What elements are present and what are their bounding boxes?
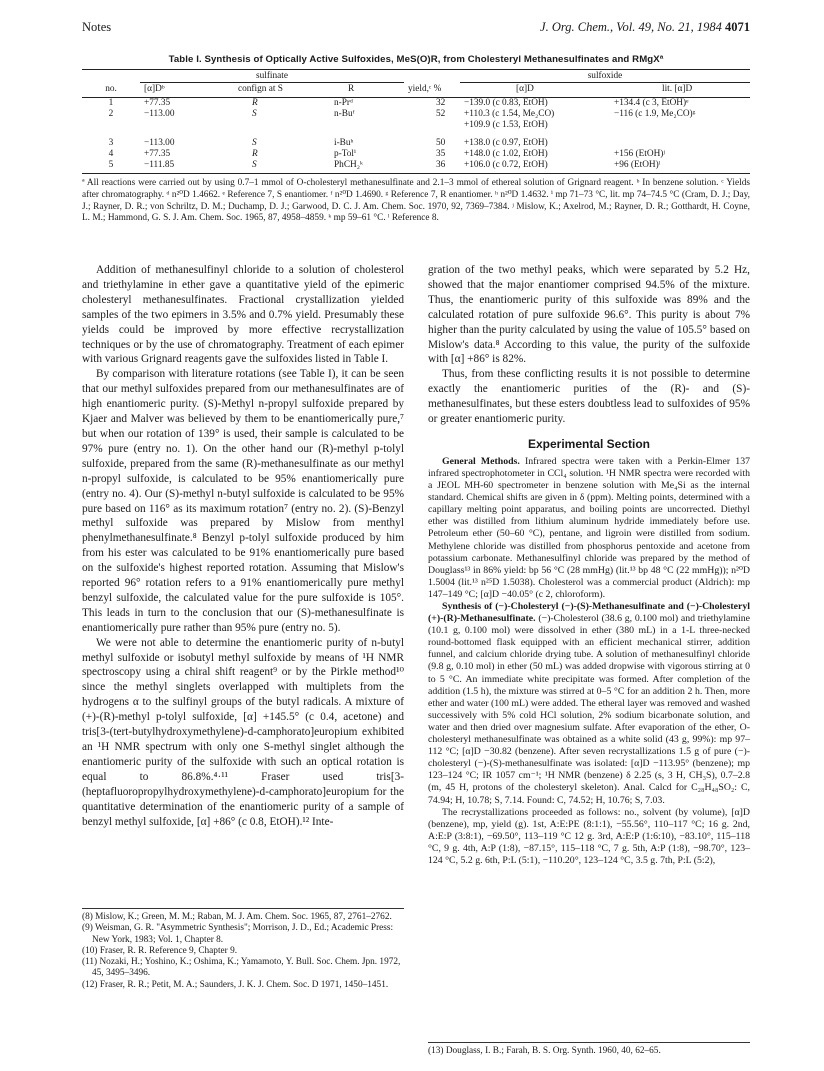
table-cell: 1 — [108, 98, 114, 108]
col-header: lit. [α]D — [610, 83, 750, 98]
table-cell: +138.0 (c 0.97, EtOH) — [464, 138, 548, 148]
body-paragraph: Addition of methanesulfinyl chloride to a solution of cholesterol and triethylamine in ether gave a quantitative yield of the epimeric cholesteryl methanesulfinates. Fractional crystallization yielded samples of the two epimers in 3.5% and 0.7% yield. Presumably these yields could be improved by more effective recrystallization techniques or by the use of chromatography. Treatment of each epimer with various Grignard reagents gave the sulfoxides listed in Table I. — [82, 264, 404, 366]
table-cell: +134.4 (c 3, EtOH)ᵉ — [614, 98, 689, 108]
experimental-heading: Experimental Section — [527, 436, 651, 451]
col-header: R — [314, 83, 404, 98]
reference-item: (11) Nozaki, H.; Yoshino, K.; Oshima, K.; Yamamoto, Y. Bull. Soc. Chem. Jpn. 1972, 45, 3495–3496. — [82, 957, 401, 979]
table-footnote: ª All reactions were carried out by using 0.7–1 mmol of O-cholesteryl methanesulfinate and 2.1–3 mmol of ethereal solution of Grignard reagent. ᵇ In benzene solution. ᶜ Yields after chromatography. ᵈ n²⁰D 1.4662. ᵉ Reference 7, S enantiomer. ᶠ n²⁰D 1.4690. ᵍ Reference 7, R enantiomer. ʰ n²⁰D 1.4632. ⁱ mp 71–73 °C, lit. mp 74–74.5 °C (Cram, D. J.; Day, J.; Rayner, D. R.; von Schriltz, D. M.; Duchamp, D. J.; Garwood, D. C. J. Am. Chem. Soc. 1970, 92, 7369–7384. ʲ Mislow, K.; Axelrod, M.; Rayner, D. R.; Gotthardt, H. Coyne, L. M.; Hammond, G. S. J. Am. Chem. Soc. 1965, 87, 4958–4859. ᵏ mp 59–61 °C. ˡ Reference 8. — [82, 178, 750, 224]
table-cell: 50 — [436, 138, 446, 148]
table-cell: +109.9 (c 1.53, EtOH) — [464, 120, 548, 130]
table-cell: 5 — [82, 160, 140, 174]
col-header: [α]Dᵇ — [140, 83, 218, 98]
table-cell: 32 — [436, 98, 446, 108]
table-cell: 52 — [436, 109, 446, 119]
table-cell: −111.85 — [140, 160, 218, 174]
table-cell: 35 — [436, 149, 446, 159]
footnote-rule — [82, 908, 404, 909]
table-cell: +77.35 — [144, 98, 171, 108]
page-number: 4071 — [725, 20, 750, 34]
table-row — [82, 109, 750, 120]
table-cell: 36 — [404, 160, 460, 174]
left-column — [82, 263, 404, 829]
body-paragraph: By comparison with literature rotations (see Table I), it can be seen that our methyl sulfoxides prepared from our methanesulfinates are of high enantiomeric purity. (S)-Methyl n-propyl sulfoxide prepared by Kjaer and Malver was believed by them to be enantiomerically pure,⁷ but when our rotation of 139° is used, their sample is calculated to be 97% pure (entry no. 1). On the other hand our (R)-methyl p-tolyl sulfoxide, prepared from the same (R)-methanesulfinate as our methyl n-propyl sulfoxide, is calculated to be 95% enantiomerically pure (entry no. 4). Our (S)-methyl n-butyl sulfoxide is calculated to be 95% pure based on 116° as its maximum rotation⁷ (entry no. 2). (S)-Benzyl methyl sulfoxide was prepared by Mislow from menthyl phenylmethanesulfinate.⁸ Benzyl p-tolyl sulfoxide produced by him from his ester was calculated to be 91% enantiomerically pure based on the sulfoxide's highest reported rotation. Assuming that Mislow's reported 96° rotation refers to a 91% enantiomerically pure methyl benzyl sulfoxide, the calculated value for the pure sulfoxide is 105°. This leads in turn to the conclusion that our (S)-methanesulfinate is enantiomerically pure rather than 95% pure (entry no. 5). — [82, 368, 404, 634]
footnote-rule — [428, 1042, 750, 1043]
table-cell: p-Tolⁱ — [334, 149, 356, 159]
body-paragraph: gration of the two methyl peaks, which were separated by 5.2 Hz, showed that the major enantiomer comprised 94.5% of the mixture. Thus, the enantiomeric purity of this sulfoxide was 89% and the calculated rotation of pure sulfoxide 96.6°. This purity is about 7% higher than the purity calculated by using the value of 105.5° based on Mislow's data.⁸ According to this value, the purity of the sulfoxide with [α] +86° is 82%. — [428, 264, 750, 366]
table-cell — [218, 120, 314, 131]
right-column — [428, 263, 750, 867]
body-paragraph: Thus, from these conflicting results it is not possible to determine exactly the enantiomeric purities of the (R)- and (S)-methanesulfinates, but these esters doubtless lead to sulfoxides of 95% or greater enantiomeric purity. — [428, 368, 750, 426]
table-cell: +77.35 — [144, 149, 171, 159]
table-cell: +156 (EtOH)ʲ — [614, 149, 665, 159]
table-cell: S — [252, 138, 257, 148]
synthesis-text: (−)-Cholesterol (38.6 g, 0.100 mol) and triethylamine (10.1 g, 0.100 mol) were dissolved in ether (380 mL) in a 1-L three-necked round-bottomed flask equipped with an efficient mechanical stirrer, addition funnel, and calcium chloride drying tube. A solution of methanesulfinyl chloride (9.8 g, 0.10 mol) in ether (50 mL) was added dropwise with vigorous stirring at 0 to 5 °C. An immediate white precipitate was formed. After completion of the addition (1.5 h), the mixture was stirred at 0–5 °C for an addition 2 h. Then, more ether and water (100 mL) were added. The etheral layer was removed and washed successively with 5% cold HCl solution, 2% sodium bicarbonate solution, and water and then dried over magnesium sulfate. After evaporation of the ether, O-cholesteryl methanesulfinate was obtained as a white solid (43 g, 99%): mp 97–112 °C; [α]D −30.82 (benzene). After seven recrystallizations 1.5 g of pure (−)-cholesteryl (−)-(S)-methanesulfinate was isolated: [α]D −113.95° (benzene); mp 123–124 °C; IR 1057 cm⁻¹; ¹H NMR (benzene) δ 2.25 (s, 3 H, CH₃S), 0.7–2.8 (m, 45 H, protons of the cholesteryl skeleton). Anal. Calcd for C₂₈H₄₈SO₂: C, 74.94; H, 10.78; S, 7.14. Found: C, 74.52; H, 10.76; S, 7.03. — [428, 613, 750, 806]
body-paragraph: We were not able to determine the enantiomeric purity of n-butyl methyl sulfoxide or isobutyl methyl sulfoxide by means of ¹H NMR spectroscopy using a chiral shift reagent⁹ or by the Pirkle method¹⁰ since the methyl singlets overlapped with multiplets from the hydrogens α to the sulfinyl groups of the butyl radicals. A mixture of (+)-(R)-methyl p-tolyl sulfoxide, [α] +145.5° (c 0.4, acetone) and tris[3-(tert-butylhydroxymethylene)-d-camphorato]europium exhibited an ¹H NMR spectrum with only one S-methyl singlet although the enantiomeric purity of the sulfoxide with such an optical rotation is equal to 86.8%.⁴·¹¹ Fraser used tris[3-(heptafluoropropylhydroxymethylene)-d-camphorato]europium for the quantitative determination of the enantiomeric purity of a sample of benzyl methyl sulfoxide, [α] +86° (c 0.8, EtOH).¹² Inte- — [82, 636, 404, 828]
table-cell — [82, 120, 140, 131]
table-cell: −113.00 — [144, 109, 175, 119]
table-cell — [610, 120, 750, 131]
table-cell: R — [252, 149, 258, 159]
synthesis-paragraph — [428, 601, 750, 807]
journal-citation: J. Org. Chem., Vol. 49, No. 21, 1984 4071 — [540, 20, 750, 34]
col-header: [α]D — [460, 83, 610, 98]
running-head — [82, 20, 750, 40]
table-cell: n-Prᵈ — [334, 98, 353, 108]
table-cell — [610, 131, 750, 149]
section-label: Notes — [82, 20, 112, 34]
reference-item: (9) Weisman, G. R. "Asymmetric Synthesis"; Morrison, J. D., Ed.; Academic Press: New York, 1983; Vol. 1, Chapter 8. — [82, 923, 394, 945]
table-cell: 4 — [108, 149, 114, 159]
table-cell: +148.0 (c 1.02, EtOH) — [464, 149, 548, 159]
table-cell: +110.3 (c 1.54, Me₂CO) — [464, 109, 555, 119]
table-row — [82, 98, 750, 110]
table-row — [82, 149, 750, 160]
table-cell: PhCH₂ᵏ — [314, 160, 404, 174]
table-cell: n-Buᶠ — [334, 109, 355, 119]
col-header: no. — [82, 83, 140, 98]
table-cell: −139.0 (c 0.83, EtOH) — [464, 98, 548, 108]
table-cell: −116 (c 1.9, Me₂CO)ᵍ — [614, 109, 696, 119]
table-cell — [314, 120, 404, 131]
reference-item: (10) Fraser, R. R. Reference 9, Chapter 9. — [82, 945, 238, 956]
table-cell: R — [252, 98, 258, 108]
group-sulfinate: sulfinate — [140, 70, 404, 83]
table-cell: +96 (EtOH)ˡ — [610, 160, 750, 174]
recrystallization-paragraph: The recrystallizations proceeded as follows: no., solvent (by volume), [α]D (benzene), mp, yield (g). 1st, A:E:PE (8:1:1), −55.56°, 110–117 °C; 16 g. 2nd, A:E:P (3:8:1), −69.50°, 113–119 °C 12 g. 3rd, A:E:P (1:6:10), −83.10°, 115–118 °C, 9 g. 4th, A:P (1:8), −87.15°, 115–118 °C, 7 g. 5th, A:P (1:8), −98.70°, 123–124 °C, 5.2 g. 6th, P:L (5:1), −110.20°, 123–124 °C, 3.5 g. 7th, P:L (5:2), — [428, 806, 750, 866]
table-row — [82, 160, 750, 174]
general-methods-paragraph — [428, 456, 750, 601]
general-methods-text: Infrared spectra were taken with a Perkin-Elmer 137 infrared spectrophotometer in CCl₄ solution. ¹H NMR spectra were recorded with a JEOL MH-60 spectrometer in benzene solution with Me₄Si as the internal standard. Chemical shifts are given in δ (ppm). Melting points, determined with a capillary melting point apparatus, and boiling points are uncorrected. Diethyl ether was distilled from lithium aluminum hydride immediately before use. Petroleum ether (50–60 °C), pentane, and ligroin were distilled from sodium. Methylene chloride was distilled from phosphorus pentoxide and acetone from potassium carbonate. Methanesulfinyl chloride was prepared by the method of Douglass¹³ in 86% yield: bp 56 °C (28 mmHg) (lit.¹³ bp 48 °C (22 mmHg)); n²⁰D 1.5004 (lit.¹³ n²⁵D 1.5038). Cholesterol was a commercial product (Aldrich): mp 147–149 °C; [α]D −40.05° (c 2, chloroform). — [428, 455, 750, 600]
col-header: confign at S — [218, 83, 314, 98]
table-cell: i-Buʰ — [334, 138, 354, 148]
table-cell: +106.0 (c 0.72, EtOH) — [460, 160, 610, 174]
reference-item: (13) Douglass, I. B.; Farah, B. S. Org. Synth. 1960, 40, 62–65. — [428, 1046, 661, 1056]
table-cell — [404, 120, 460, 131]
group-sulfoxide: sulfoxide — [460, 70, 750, 83]
table-row — [82, 120, 750, 131]
col-header: yield,ᶜ % — [404, 83, 460, 98]
table-row — [82, 131, 750, 149]
table-cell: S — [252, 109, 257, 119]
table-title: Table I. Synthesis of Optically Active Sulfoxides, MeS(O)R, from Cholesteryl Methanesulfinates and RMgXª — [168, 54, 664, 65]
table-block — [82, 54, 750, 225]
references-right — [428, 1042, 750, 1057]
results-table — [82, 69, 750, 174]
general-methods-title: General Methods. — [442, 455, 520, 467]
table-cell: 3 — [108, 138, 114, 148]
references-left — [82, 908, 404, 991]
table-cell: −113.00 — [144, 138, 175, 148]
reference-item: (8) Mislow, K.; Green, M. M.; Raban, M. J. Am. Chem. Soc. 1965, 87, 2761–2762. — [82, 912, 392, 922]
table-cell: 2 — [108, 109, 114, 119]
table-cell — [140, 120, 218, 131]
table-cell: S — [218, 160, 314, 174]
reference-item: (12) Fraser, R. R.; Petit, M. A.; Saunders, J. K. J. Chem. Soc. D 1971, 1450–1451. — [82, 979, 389, 990]
synthesis-title: Synthesis of (−)-Cholesteryl (−)-(S)-Methanesulfinate and (−)-Cholesteryl (+)-(R)-Methanesulfinate. — [428, 601, 750, 625]
